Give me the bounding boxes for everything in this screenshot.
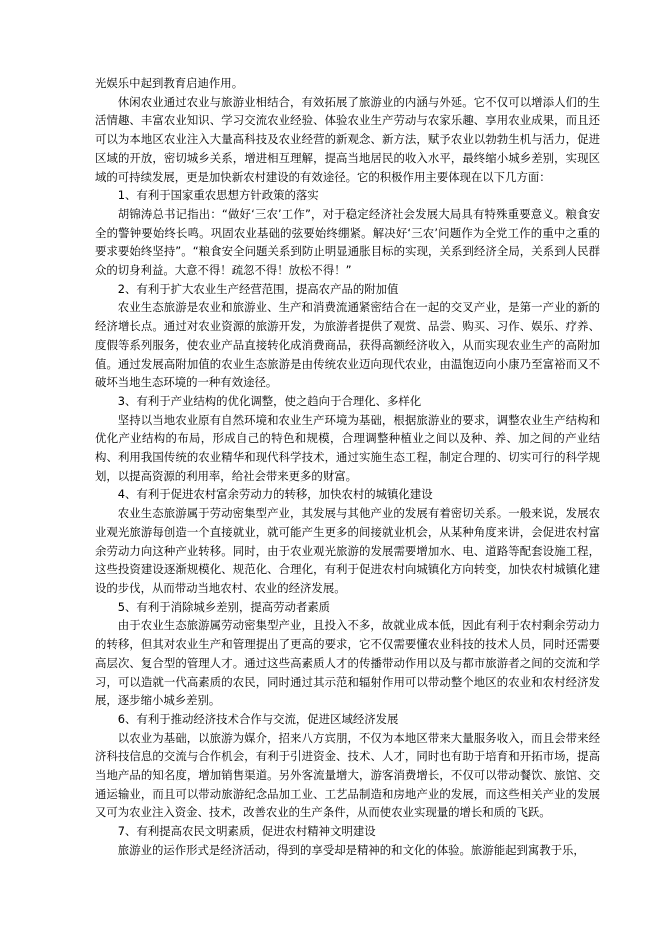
paragraph-continuation: 光娱乐中起到教育启迪作用。 [95, 76, 244, 90]
paragraph-section-4: 农业生态旅游属于劳动密集型产业，其发展与其他产业的发展有着密切关系。一般来说，发展农业观光旅游每创造一个直接就业，就可能产生更多的间接就业机会，从某种角度来讲，会促进农村富余劳动力向这种产业转移。同时，由于农业观光旅游的发展需要增加水、电、道路等配套设施工程，这些投资建设逐渐规模化、规范化、合理化，有利于促进农村向城镇化方向转变，加快农村城镇化建设的步伐，从而带动当地农村、农业的经济发展。 [95, 506, 600, 595]
paragraph-section-2: 农业生态旅游是农业和旅游业、生产和消费流通紧密结合在一起的交叉产业，是第一产业的新的经济增长点。通过对农业资源的旅游开发，为旅游者提供了观赏、品尝、购买、习作、娱乐、疗养、度假等系列服务，使农业产品直接转化成消费商品，获得高额经济收入，从而实现农业生产的高附加值。通过发展高附加值的农业生态旅游是由传统农业迈向现代农业，由温饱迈向小康乃至富裕而又不破坏当地生态环境的一种有效途径。 [95, 300, 600, 390]
paragraph-section-7: 旅游业的运作形式是经济活动，得到的享受却是精神的和文化的体验。旅游能起到寓教于乐， [117, 842, 585, 857]
section-heading-1: 1、有利于国家重农思想方针政策的落实 [117, 188, 319, 203]
paragraph-section-6: 以农业为基础，以旅游为媒介，招来八方宾朋，不仅为本地区带来大量服务收入，而且会带来经济科技信息的交流与合作机会，有利于引进资金、技术、人才，同时也有助于培育和开拓市场，提高当地产品的知名度，增加销售渠道。另外客流量增大，游客消费增长，不仅可以带动餐饮、旅馆、交通运输业，而且可以带动旅游纪念品加工业、工艺品制造和房地产业的发展，而这些相关产业的发展又可为农业注入资金、技术，改善农业的生产条件，从而使农业实现量的增长和质的飞跃。 [95, 730, 600, 820]
section-heading-4: 4、有利于促进农村富余劳动力的转移，加快农村的城镇化建设 [117, 487, 433, 502]
section-heading-3: 3、有利于产业结构的优化调整，使之趋向于合理化、多样化 [117, 393, 422, 408]
section-heading-2: 2、有利于扩大农业生产经营范围，提高农产品的附加值 [117, 281, 399, 296]
paragraph-section-5: 由于农业生态旅游属劳动密集型产业，且投入不多，故就业成本低，因此有利于农村剩余劳动力的转移，但其对农业生产和管理提出了更高的要求，它不仅需要懂农业科技的技术人员，同时还需要高层次、复合型的管理人才。通过这些高素质人才的传播带动作用以及与都市旅游者之间的交流和学习，可以造就一代高素质的农民，同时通过其示范和辐射作用可以带动整个地区的农业和农村经济发展，逐步缩小城乡差别。 [95, 618, 600, 708]
paragraph-intro: 休闲农业通过农业与旅游业相结合，有效拓展了旅游业的内涵与外延。它不仅可以增添人们的生活情趣、丰富农业知识、学习交流农业经验、体验农业生产劳动与农家乐趣、享用农业成果，而且还可以为本地区农业注入大量高科技及农业经营的新观念、新方法，赋予农业以勃勃生机与活力，促进区域的开放，密切城乡关系，增进相互理解，提高当地居民的收入水平，最终缩小城乡差别，实现区域的可持续发展，更是加快新农村建设的有效途径。它的积极作用主要体现在以下几方面： [95, 94, 600, 184]
section-heading-7: 7、有利提高农民文明素质，促进农村精神文明建设 [117, 824, 376, 839]
section-heading-5: 5、有利于消除城乡差别，提高劳动者素质 [117, 599, 331, 614]
paragraph-section-3: 坚持以当地农业原有自然环境和农业生产环境为基础，根据旅游业的要求，调整农业生产结构和优化产业结构的布局，形成自己的特色和规模，合理调整种植业之间以及种、养、加之间的产业结构、利用我国传统的农业精华和现代科学技术，通过实施生态工程，制定合理的、切实可行的科学规划，以提高资源的利用率，给社会带来更多的财富。 [95, 412, 600, 483]
section-heading-6: 6、有利于推动经济技术合作与交流，促进区域经济发展 [117, 711, 399, 726]
document-body [95, 74, 600, 860]
paragraph-section-1: 胡锦涛总书记指出：“做好‘三农’工作”，对于稳定经济社会发展大局具有特殊重要意义。粮食安全的警钟要始终长鸣。巩固农业基础的弦要始终绷紧。解决好‘三农’问题作为全党工作的重中之重的要求要始终坚持”。“粮食安全问题关系到防止明显通胀目标的实现，关系到经济全局，关系到人民群众的切身利益。大意不得！疏忽不得！放松不得！” [95, 206, 600, 278]
